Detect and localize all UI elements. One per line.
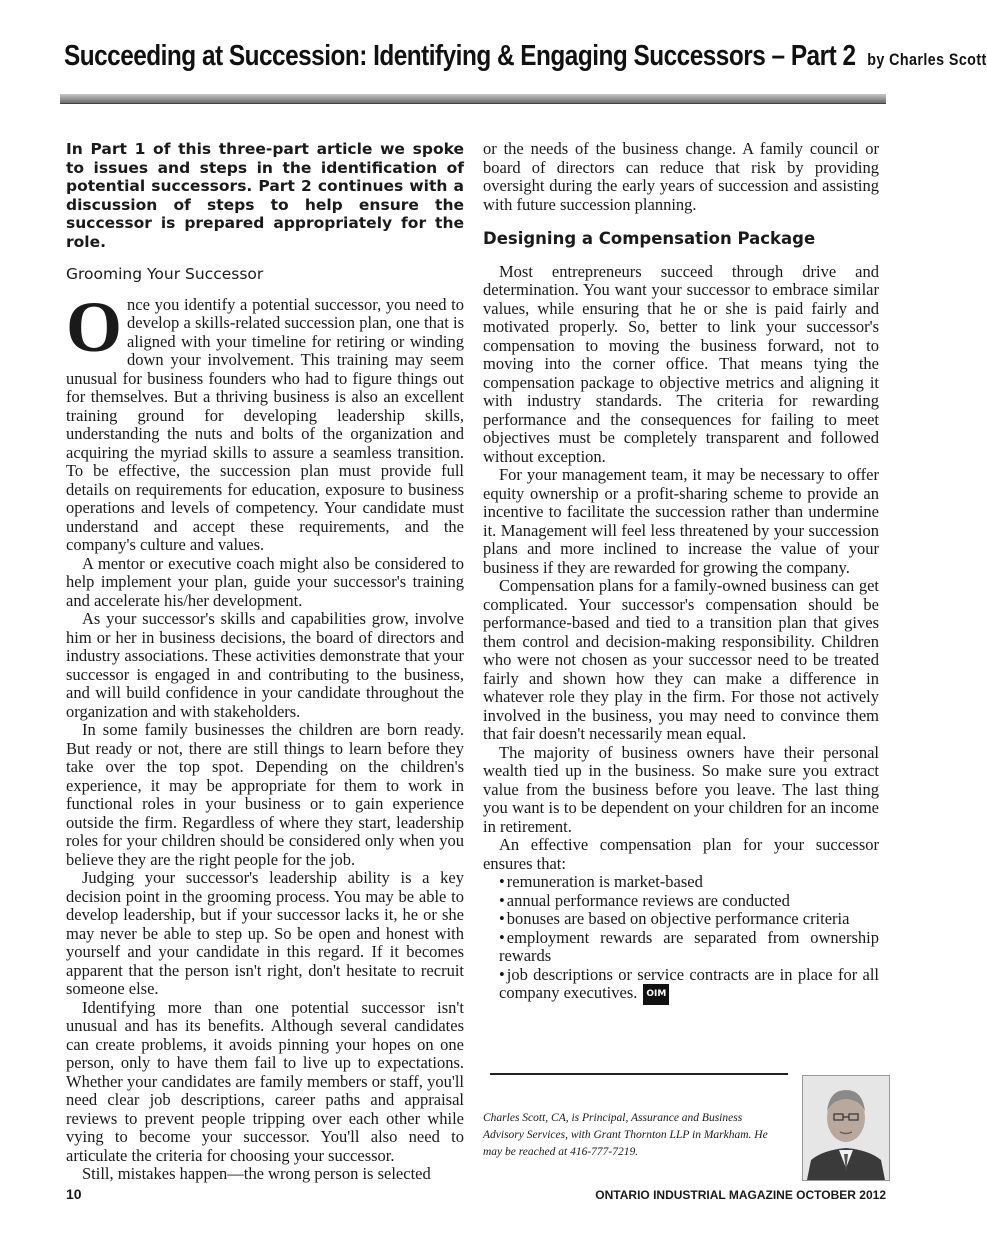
paragraph: or the needs of the business change. A family council or board of directors can reduce that risk by providing oversight during the early years of succession and assisting with future succession planning.: [483, 139, 879, 214]
paragraph: For your management team, it may be necessary to offer equity ownership or a profit-sharing scheme to provide an incentive to facilitate the succession rather than undermine it. Management will feel less threatened by your succession plans and more inclined to increase the value of your business if they are rewarded for growing the company.: [483, 465, 879, 577]
end-mark-icon: OIM: [643, 984, 669, 1005]
bullet-item: [483, 910, 879, 929]
article-title: [64, 40, 987, 73]
bio-divider: [490, 1073, 788, 1075]
bullet-item: [483, 873, 879, 892]
bullet-text: annual performance reviews are conducted: [506, 890, 790, 910]
intro-paragraph: In Part 1 of this three-part article we spoke to issues and steps in the identification of potential successors. Part 2 continues with a discussion of steps to help ensure the successor is prepared appropriately for the role.: [66, 140, 464, 251]
magazine-footer: ONTARIO INDUSTRIAL MAGAZINE OCTOBER 2012: [595, 1188, 886, 1202]
author-bio: Charles Scott, CA, is Principal, Assurance and Business Advisory Services, with Grant Thornton LLP in Markham. He may be reached at 416-777-7219.: [483, 1112, 768, 1158]
paragraph: The majority of business owners have their personal wealth tied up in the business. So make sure you extract value from the business before you leave. The last thing you want is to be dependent on your children for an income in retirement.: [483, 742, 879, 836]
paragraph: [66, 286, 464, 555]
paragraph: A mentor or executive coach might also be considered to help implement your plan, guide your successor's training and accelerate his/her development.: [66, 553, 464, 610]
paragraph: Identifying more than one potential successor isn't unusual and has its benefits. Although several candidates can create problems, it avoids pinning your hopes on one person, only to have them fail to live up to expectations. Whether your candidates are family members or staff, you'll need clear job descriptions, career paths and appraisal reviews to prevent people tripping over each other while vying to become your successor. You'll also need to articulate the criteria for choosing your successor.: [66, 997, 464, 1165]
paragraph: Compensation plans for a family-owned business can get complicated. Your successor's compensation should be performance-based and tied to a transition plan that gives them control and decision-making responsibility. Children who were not chosen as your successor need to be treated fairly and shown how they can make a difference in whatever role they play in the firm. For those not actively involved in the business, you may need to convince them that fair doesn't necessarily mean equal.: [483, 576, 879, 743]
title-rule: [60, 94, 886, 104]
bullet-icon: •: [499, 964, 505, 984]
right-column: [483, 140, 879, 1005]
bullet-text: job descriptions or service contracts are in place for all company executives.: [499, 964, 879, 1003]
paragraph: As your successor's skills and capabilities grow, involve him or her in business decisions, the board of directors and industry associations. These activities demonstrate that your successor is engaged in and contributing to the business, and will build confidence in your candidate throughout the organization and with stakeholders.: [66, 609, 464, 721]
paragraph: In some family businesses the children are born ready. But ready or not, there are still things to learn before they take over the top spot. Depending on the children's experience, it may be appropriate for them to work in functional roles in your business or to gain experience outside the firm. Regardless of where they start, leadership roles for your children should be considered only when you believe they are the right people for the job.: [66, 720, 464, 869]
author-photo: [802, 1075, 890, 1181]
bullet-icon: •: [499, 909, 505, 928]
paragraph: Still, mistakes happen—the wrong person is selected: [82, 1164, 431, 1183]
bullet-icon: •: [499, 890, 505, 910]
left-column: [66, 140, 464, 1184]
bullet-item: [483, 892, 879, 911]
title-text: Succeeding at Succession: Identifying & Engaging Successors – Part 2: [64, 40, 856, 72]
bullet-text: bonuses are based on objective performance criteria: [506, 909, 850, 928]
paragraph: An effective compensation plan for your successor ensures that:: [483, 835, 879, 873]
bullet-text: employment rewards are separated from ownership rewards: [499, 927, 879, 965]
bullet-icon: •: [499, 872, 505, 891]
subheading-grooming: Grooming Your Successor: [66, 265, 264, 283]
bullet-icon: •: [499, 927, 505, 947]
paragraph: Judging your successor's leadership ability is a key decision point in the grooming process. You may be able to develop leadership, but if your successor lacks it, he or she may never be able to step up. So be open and honest with yourself and your candidate in this regard. If it becomes apparent that the person isn't right, don't hesitate to recruit someone else.: [66, 868, 464, 998]
drop-cap: O: [66, 286, 123, 367]
paragraph: Most entrepreneurs succeed through drive and determination. You want your successor to embrace similar values, while ensuring that he or she is paid fairly and motivated properly. So, better to link your successor's compensation to moving the business forward, not to moving into the corner office. That means tying the compensation package to objective metrics and aligning it with industry standards. The criteria for rewarding performance and the consequences for failing to meet objectives must be completely transparent and followed without exception.: [483, 261, 879, 466]
page-number: 10: [66, 1186, 82, 1202]
bullet-item: [483, 929, 879, 966]
paragraph-text: nce you identify a potential successor, you need to develop a skills-related succession plan, one that is aligned with your timeline for retiring or winding down your involvement. This training may seem unusual for business founders who had to figure things out for themselves. But a thriving business is also an excellent training ground for developing leadership skills, understanding the nuts and bolts of the organization and acquiring the myriad skills to assure a seamless transition. To be effective, the succession plan must provide full details on requirements for education, exposure to business operations and levels of competency. Your candidate must understand and accept these requirements, and the company's culture and values.: [66, 294, 464, 554]
author-byline: by Charles Scott: [867, 50, 987, 69]
portrait-icon: [803, 1076, 889, 1180]
bullet-text: remuneration is market-based: [506, 872, 703, 891]
subheading-compensation: Designing a Compensation Package: [483, 229, 816, 248]
bullet-item: [483, 966, 879, 1005]
